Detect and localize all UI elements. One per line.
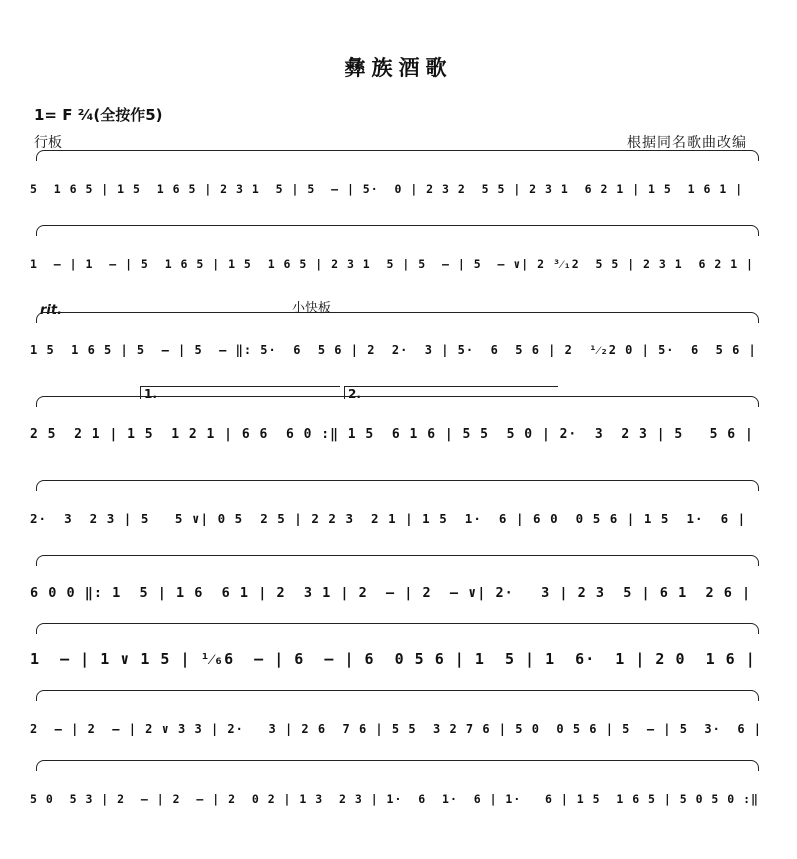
system-notes: 1 — | 1 — | 5 1 6 5 | 1 5 1 6 5 | 2 3 1 5 | 5 — | 5 — ∨| 2 ³⁄₁2 5 5 | 2 3 1 6 2 1 | bbox=[30, 257, 754, 271]
slur bbox=[36, 690, 759, 701]
slur bbox=[36, 480, 759, 491]
slur bbox=[36, 623, 759, 634]
slur bbox=[36, 555, 759, 566]
rit-marking: rit. bbox=[40, 303, 63, 318]
system-notes: 5 1 6 5 | 1 5 1 6 5 | 2 3 1 5 | 5 — | 5· 0 | 2 3 2 5 5 | 2 3 1 6 2 1 | 1 5 1 6 1 | bbox=[30, 182, 744, 196]
slur bbox=[36, 312, 759, 323]
slur bbox=[36, 760, 759, 771]
system-notes: 6 0 0 ‖: 1 5 | 1 6 6 1 | 2 3 1 | 2 — | 2 — ∨| 2· 3 | 2 3 5 | 6 1 2 6 | bbox=[30, 585, 752, 601]
system-notes: 1 — | 1 ∨ 1 5 | ¹⁄₆6 — | 6 — | 6 0 5 6 | 1 5 | 1 6· 1 | 2 0 1 6 | bbox=[30, 650, 756, 668]
score-system-9 bbox=[30, 760, 765, 806]
system-notes: 2 5 2 1 | 1 5 1 2 1 | 6 6 6 0 :‖ 1 5 6 1 6 | 5 5 5 0 | 2· 3 2 3 | 5 5 6 | bbox=[30, 427, 754, 442]
tempo-change-marking: 小快板 bbox=[292, 301, 332, 316]
slur bbox=[36, 150, 759, 161]
system-notes: 5 0 5 3 | 2 — | 2 — | 2 0 2 | 1 3 2 3 | 1· 6 1· 6 | 1· 6 | 1 5 1 6 5 | 5 0 5 0 :‖ bbox=[30, 792, 759, 806]
system-notes: 2· 3 2 3 | 5 5 ∨| 0 5 2 5 | 2 2 3 2 1 | 1 5 1· 6 | 6 0 0 5 6 | 1 5 1· 6 | bbox=[30, 511, 747, 526]
score-system-1 bbox=[30, 150, 765, 196]
slur bbox=[36, 396, 759, 407]
key-signature: 1= F ²⁄₄(全按作5) bbox=[34, 106, 163, 124]
page-title: 彝族酒歌 bbox=[344, 56, 453, 80]
volta-2: 2. bbox=[344, 386, 558, 399]
arrangement-note: 根据同名歌曲改编 bbox=[627, 135, 747, 151]
score-system-2 bbox=[30, 225, 765, 271]
score-system-8 bbox=[30, 690, 765, 736]
score-system-5 bbox=[30, 480, 765, 526]
score-system-7 bbox=[30, 623, 765, 669]
tempo-marking: 行板 bbox=[34, 135, 62, 151]
score-system-4 bbox=[30, 396, 765, 442]
score-system-6 bbox=[30, 555, 765, 601]
slur bbox=[36, 225, 759, 236]
volta-1: 1. bbox=[140, 386, 340, 399]
system-notes: 2 — | 2 — | 2 ∨ 3 3 | 2· 3 | 2 6 7 6 | 5 5 3 2 7 6 | 5 0 0 5 6 | 5 — | 5 3· 6 | bbox=[30, 722, 762, 736]
score-system-3 bbox=[30, 312, 765, 358]
system-notes: 1 5 1 6 5 | 5 — | 5 — ‖: 5· 6 5 6 | 2 2· 3 | 5· 6 5 6 | 2 ¹⁄₂2 0 | 5· 6 5 6 | bbox=[30, 343, 757, 357]
